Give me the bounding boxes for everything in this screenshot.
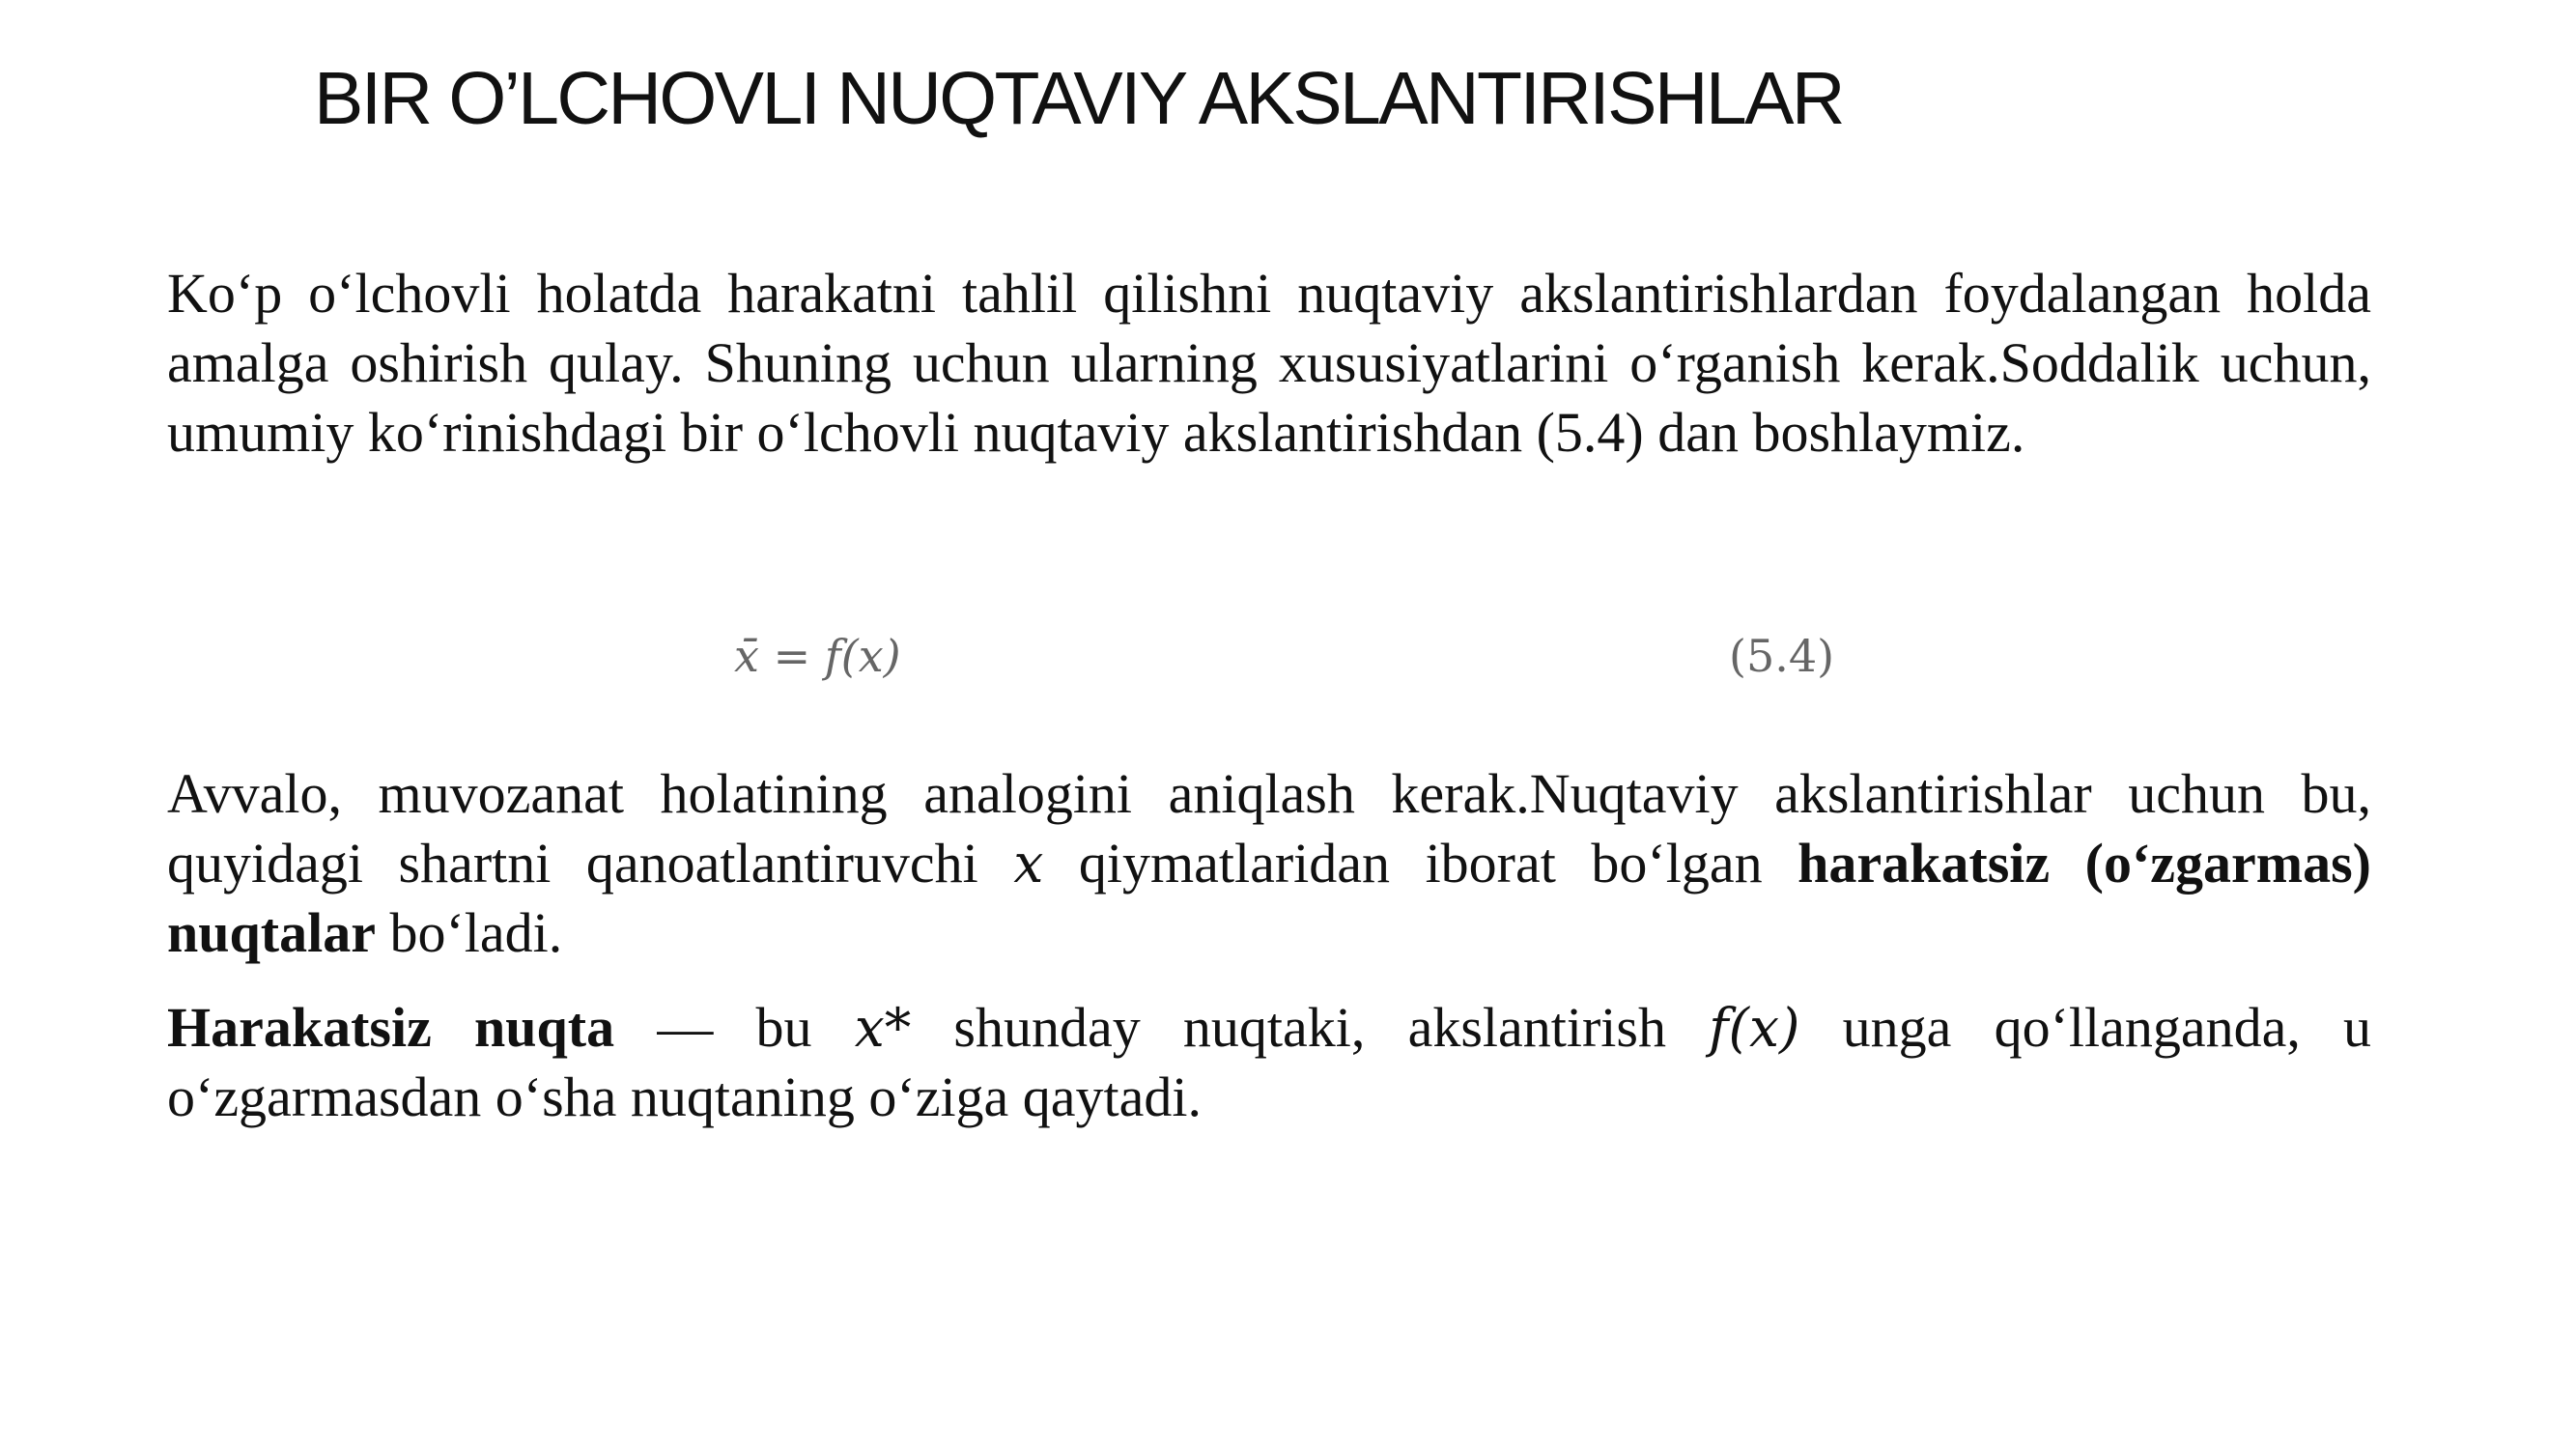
paragraph-definition-text-c: unga qo‘llanganda, u o‘zgarmasdan o‘sha nuqtaning o‘ziga qaytadi. bbox=[167, 996, 2372, 1128]
variable-x: x bbox=[1013, 833, 1044, 895]
equation-formula: x̄ = f(x) bbox=[734, 630, 901, 682]
paragraph-definition-text-a: — bu bbox=[657, 996, 812, 1059]
function-f-of-x: f(x) bbox=[1709, 997, 1800, 1059]
variable-x-star: x* bbox=[854, 997, 912, 1059]
paragraph-fixed-points-text-a: Avvalo, muvozanat holatining analogini aniqlash kerak.Nuqtaviy akslantirishlar uchun bu, quyidagi shartni qanoatlantiruvchi bbox=[167, 762, 2371, 895]
paragraph-fixed-points bbox=[167, 759, 2371, 968]
paragraph-fixed-points-text-c: bo‘ladi. bbox=[389, 901, 563, 964]
definition-term: Harakatsiz nuqta bbox=[167, 996, 615, 1059]
slide-title: BIR O’LCHOVLI NUQTAVIY AKSLANTIRISHLAR bbox=[314, 57, 1843, 140]
paragraph-definition-text-b: shunday nuqtaki, akslantirish bbox=[953, 996, 1666, 1059]
paragraph-definition bbox=[167, 993, 2371, 1132]
paragraph-fixed-points-text-b: qiymatlaridan iborat bo‘lgan bbox=[1078, 832, 1763, 895]
equation-number: (5.4) bbox=[1729, 630, 1835, 682]
paragraph-intro: Ko‘p o‘lchovli holatda harakatni tahlil qilishni nuqtaviy akslantirishlardan foydalangan holda amalga oshirish qulay. Shuning uchun ularning xususiyatlarini o‘rganish kerak.Soddalik uchun, umumiy ko‘rinishdagi bir o‘lchovli nuqtaviy akslantirishdan (5.4) dan boshlaymiz. bbox=[167, 262, 2371, 464]
fixed-points-term: harakatsiz (o‘zgarmas) nuqtalar bbox=[167, 832, 2371, 964]
